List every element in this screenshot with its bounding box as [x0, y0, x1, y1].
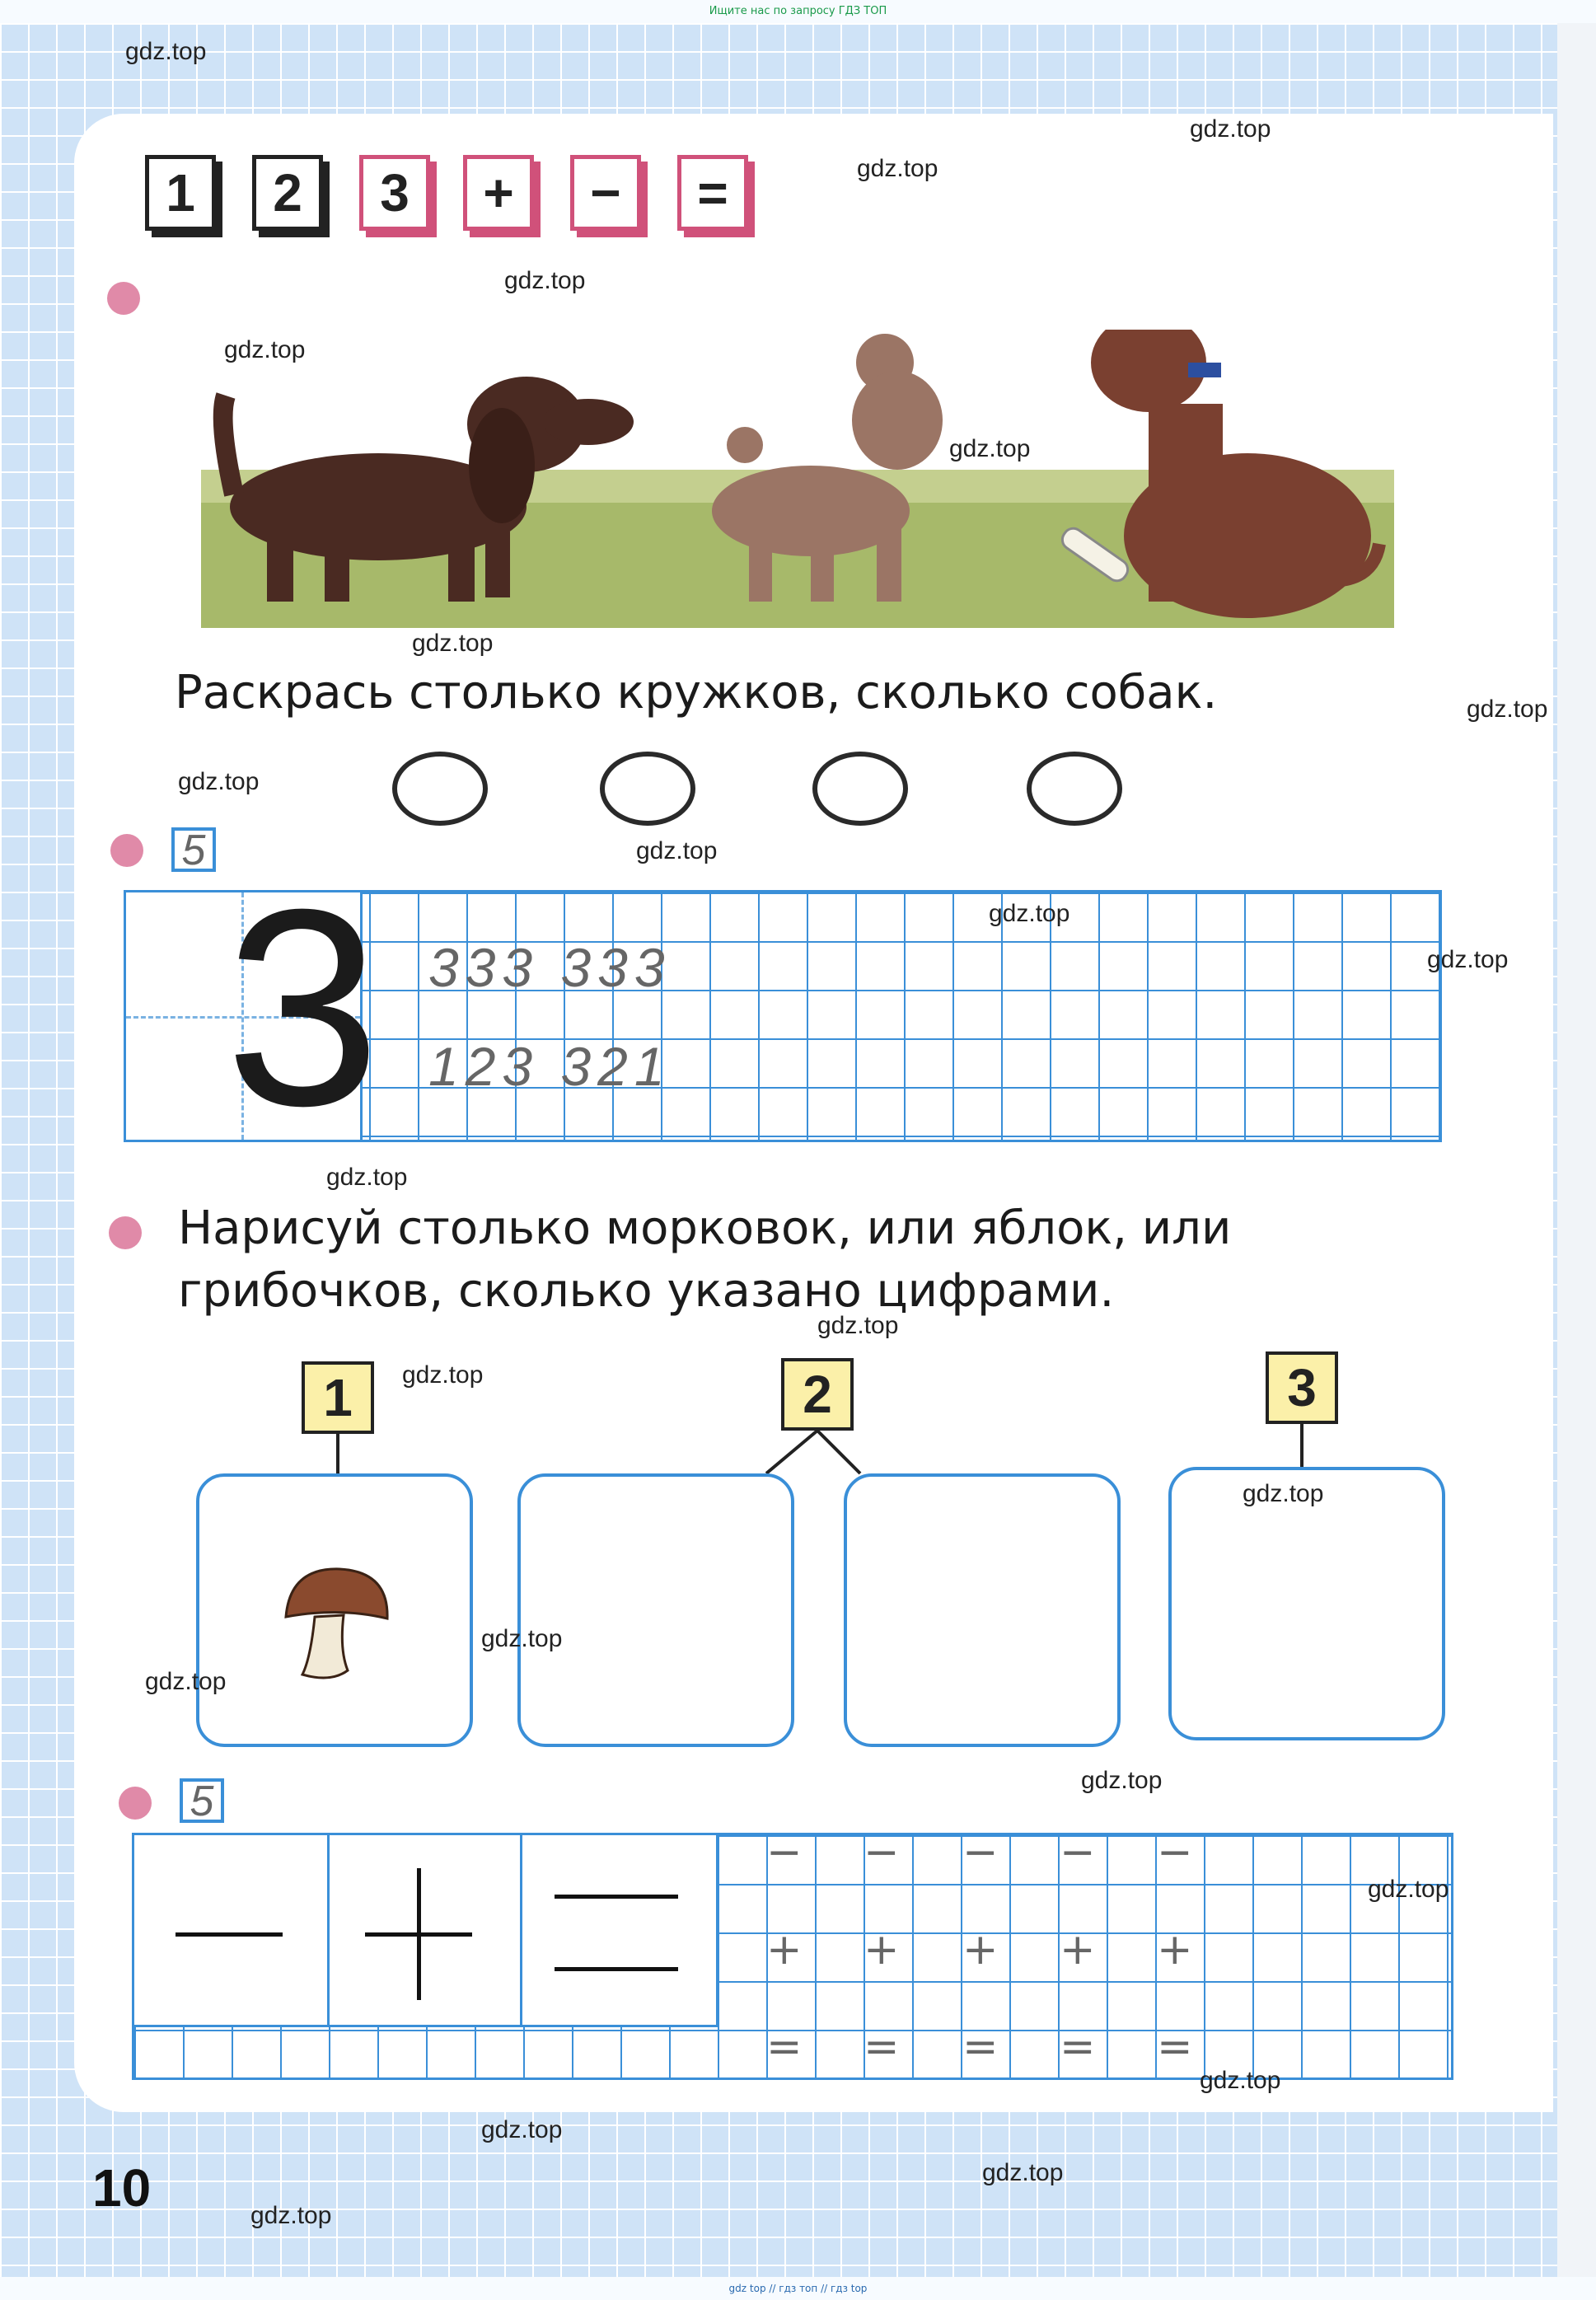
equals-sign-1: = [766, 2022, 803, 2072]
watermark: gdz.top [1467, 696, 1548, 723]
page-number: 10 [92, 2158, 152, 2218]
watermark: gdz.top [989, 900, 1070, 927]
watermark: gdz.top [412, 630, 494, 657]
watermark: gdz.top [504, 267, 586, 294]
sample-plus-v [417, 1868, 421, 2000]
number-box-1: 1 [302, 1361, 374, 1434]
watermark: gdz.top [636, 837, 718, 864]
symbol-one: 1 [145, 155, 216, 231]
watermark: gdz.top [1200, 2067, 1281, 2094]
symbol-equals: = [677, 155, 748, 231]
number-box-3: 3 [1266, 1351, 1338, 1424]
watermark: gdz.top [125, 38, 207, 65]
watermark: gdz.top [982, 2159, 1064, 2186]
task1-bullet [107, 282, 140, 315]
equals-sign-2: = [864, 2022, 900, 2072]
task4-number-box: 5 [180, 1778, 224, 1823]
equals-sign-3: = [962, 2022, 999, 2072]
big-digit-three: 3 [225, 851, 381, 1164]
dogs-illustration [201, 330, 1394, 628]
number-box-2: 2 [781, 1358, 854, 1431]
watermark: gdz.top [326, 1164, 408, 1191]
page-edge [1557, 23, 1596, 2277]
watermark: gdz.top [949, 435, 1031, 462]
task2-row2: 123 321 [428, 1036, 672, 1097]
plus-sign-3: + [962, 1925, 999, 1974]
task2-sample-cell [124, 851, 381, 1164]
drawing-card-3[interactable] [844, 1473, 1121, 1747]
color-circle-4[interactable] [1027, 752, 1122, 826]
task1-instruction: Раскрась столько кружков, сколько собак. [175, 666, 1218, 719]
sample-equals-bottom [555, 1967, 678, 1971]
plus-sign-2: + [864, 1925, 900, 1974]
watermark: gdz.top [250, 2202, 332, 2229]
minus-sign-4: − [1060, 1828, 1096, 1877]
footer-banner: gdz top // гдз топ // гдз top [728, 2283, 868, 2294]
symbol-three: 3 [359, 155, 430, 231]
watermark: gdz.top [1368, 1876, 1449, 1903]
equals-sign-4: = [1060, 2022, 1096, 2072]
task4-sample-cells [132, 1833, 718, 2027]
symbol-two: 2 [252, 155, 323, 231]
symbol-minus: − [570, 155, 641, 231]
task2-bullet [110, 834, 143, 867]
watermark: gdz.top [481, 1625, 563, 1652]
task3-instruction-line2: грибочков, сколько указано цифрами. [178, 1264, 1115, 1318]
symbol-plus: + [463, 155, 534, 231]
sample-equals-top [555, 1895, 678, 1899]
watermark: gdz.top [857, 155, 938, 182]
drawing-card-2[interactable] [517, 1473, 794, 1747]
task3-bullet [109, 1216, 142, 1249]
sample-minus [176, 1932, 283, 1937]
drawing-card-1[interactable] [196, 1473, 473, 1747]
watermark: gdz.top [178, 768, 260, 795]
watermark: gdz.top [481, 2116, 563, 2143]
minus-sign-1: − [766, 1828, 803, 1877]
task2-row1: 333 333 [428, 937, 672, 998]
minus-sign-3: − [962, 1828, 999, 1877]
watermark: gdz.top [224, 336, 306, 363]
watermark: gdz.top [402, 1361, 484, 1389]
color-circle-3[interactable] [812, 752, 908, 826]
task4-bullet [119, 1787, 152, 1820]
task2-number-box: 5 [171, 827, 216, 872]
watermark: gdz.top [1081, 1767, 1163, 1794]
equals-sign-5: = [1157, 2022, 1193, 2072]
watermark: gdz.top [1190, 115, 1271, 143]
plus-sign-4: + [1060, 1925, 1096, 1974]
watermark: gdz.top [1243, 1480, 1324, 1507]
task3-instruction-line1: Нарисуй столько морковок, или яблок, или [178, 1202, 1232, 1255]
watermark: gdz.top [817, 1312, 899, 1339]
plus-sign-1: + [766, 1925, 803, 1974]
header-banner: Ищите нас по запросу ГДЗ ТОП [709, 5, 887, 17]
mushroom-icon [274, 1559, 397, 1683]
plus-sign-5: + [1157, 1925, 1193, 1974]
color-circle-1[interactable] [392, 752, 488, 826]
minus-sign-2: − [864, 1828, 900, 1877]
color-circle-2[interactable] [600, 752, 695, 826]
watermark: gdz.top [145, 1668, 227, 1695]
minus-sign-5: − [1157, 1828, 1193, 1877]
watermark: gdz.top [1427, 946, 1509, 973]
